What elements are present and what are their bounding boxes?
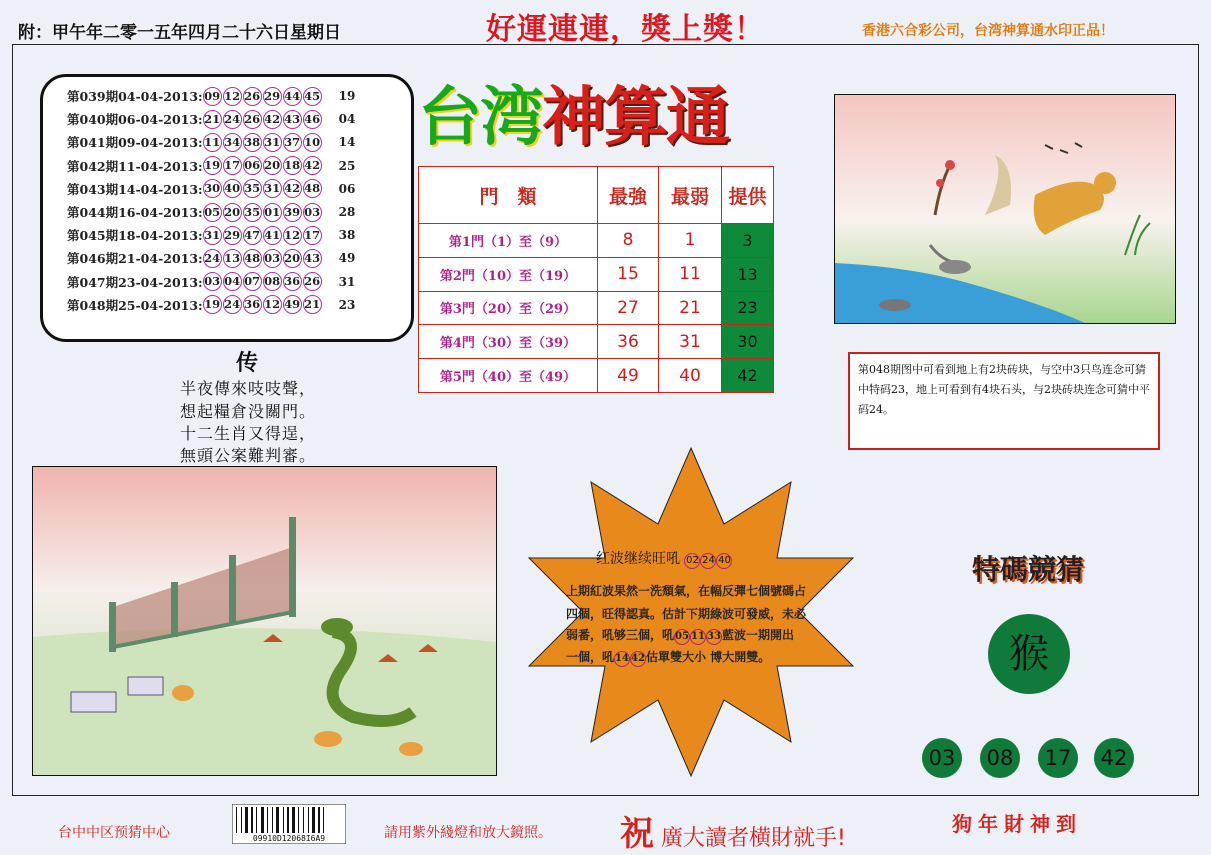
door-name: 第1門（1）至（9）: [419, 224, 598, 258]
number-ball: 47: [243, 226, 262, 245]
door-pick: 30: [722, 325, 774, 359]
number-ball: 20: [283, 249, 302, 268]
footer-year-slogan: 狗年財神到: [952, 812, 1082, 836]
number-ball: 18: [283, 156, 302, 175]
number-ball: 37: [283, 133, 302, 152]
star-text-part: 弱番，吼够三個，吼: [566, 628, 675, 642]
number-ball: 34: [223, 133, 242, 152]
number-ball: 48: [243, 249, 262, 268]
header-max: 最強: [598, 167, 659, 224]
number-ball: 43: [283, 110, 302, 129]
door-min: 31: [659, 325, 722, 359]
barcode: [232, 804, 346, 844]
number-ball: 04: [223, 272, 242, 291]
number-ball: 31: [263, 179, 282, 198]
poem-line: 想起糧倉没關門。: [180, 402, 317, 421]
number-ball: 02: [684, 553, 700, 569]
header-pick: 提供: [722, 167, 774, 224]
guess-title: 特碼競猜: [972, 553, 1085, 586]
poem-title: 传: [236, 350, 259, 376]
history-label: 第044期16-04-2013:: [67, 205, 203, 220]
pick-ball: 03: [922, 738, 962, 778]
star-title-text: 红波继续旺吼: [596, 551, 680, 567]
number-ball: 36: [283, 272, 302, 291]
history-label: 第040期06-04-2013:: [67, 112, 203, 128]
number-ball: 17: [303, 226, 322, 245]
number-ball: 42: [630, 651, 646, 667]
history-label: 第043期14-04-2013:: [67, 181, 203, 197]
table-row: [419, 224, 774, 258]
number-ball: 20: [223, 203, 242, 222]
number-ball: 24: [203, 249, 222, 268]
number-ball: 03: [303, 203, 322, 222]
door-pick: 42: [722, 359, 774, 393]
number-ball: 42: [303, 156, 322, 175]
star-text-line: 四個，旺得認真。估計下期綠波可發威，未必: [566, 607, 807, 621]
history-row: [67, 224, 355, 246]
number-ball: 06: [243, 156, 262, 175]
star-text-line: [566, 648, 770, 667]
door-table-header: [419, 167, 774, 224]
door-name: 第2門（10）至（19）: [419, 257, 598, 291]
number-ball: 29: [263, 87, 282, 106]
history-label: 第048期25-04-2013:: [67, 297, 203, 313]
number-ball: 26: [243, 110, 262, 129]
blessing-char: 祝: [620, 814, 654, 854]
special-number: 49: [338, 251, 356, 266]
number-ball: 31: [263, 133, 282, 152]
header-slogan: 好運連連，獎上獎！: [486, 12, 765, 47]
poem-line: 半夜傳來吱吱聲，: [180, 379, 317, 398]
number-ball: 49: [283, 295, 302, 314]
number-ball: 26: [303, 272, 322, 291]
hint-note: 第048期图中可看到地上有2块砖块，与空中3只鸟连念可猜中特码23，地上可看到有4块石头，与2块砖块连念可猜中平码24。: [848, 352, 1160, 450]
history-label: 第045期18-04-2013:: [67, 228, 203, 244]
number-ball: 17: [223, 156, 242, 175]
number-ball: 30: [203, 179, 222, 198]
door-min: 11: [659, 257, 722, 291]
history-label: 第039期04-04-2013:: [67, 89, 203, 104]
star-text-part: 估單雙大小 博大開雙。: [646, 650, 771, 664]
door-pick: 13: [722, 257, 774, 291]
header-company: 香港六合彩公司，台湾神算通水印正品！: [862, 23, 1114, 39]
history-label: 第046期21-04-2013:: [67, 251, 203, 267]
poem-line: 無頭公案難判審。: [180, 446, 317, 465]
number-ball: 46: [303, 110, 322, 129]
door-min: 1: [659, 224, 722, 258]
number-ball: 33: [706, 629, 722, 645]
number-ball: 19: [203, 156, 222, 175]
history-box: [40, 74, 414, 342]
star-text-line: 上期紅波果然一洗頹氣，在幅反彈七個號碼占: [566, 584, 807, 598]
logo-part1: 台湾: [418, 80, 542, 155]
number-ball: 08: [263, 272, 282, 291]
star-text-part: 一個，吼: [566, 650, 615, 664]
number-ball: 19: [203, 295, 222, 314]
number-ball: 20: [263, 156, 282, 175]
special-number: 06: [338, 181, 356, 196]
history-row: [67, 201, 355, 223]
number-ball: 31: [203, 226, 222, 245]
footer-blessing: [620, 806, 846, 855]
number-ball: 12: [283, 226, 302, 245]
history-row: [67, 155, 355, 177]
door-min: 21: [659, 291, 722, 325]
number-ball: 07: [243, 272, 262, 291]
number-ball: 21: [303, 295, 322, 314]
number-ball: 40: [716, 553, 732, 569]
history-row: [67, 247, 355, 269]
special-number: 23: [338, 297, 356, 312]
table-row: [419, 359, 774, 393]
history-row: [67, 131, 355, 153]
special-number: 19: [338, 89, 356, 103]
pick-ball: 42: [1094, 738, 1134, 778]
number-ball: 11: [203, 133, 222, 152]
number-ball: 26: [243, 87, 262, 106]
number-ball: 12: [263, 295, 282, 314]
number-ball: 09: [203, 87, 222, 106]
special-number: 25: [338, 158, 356, 173]
history-label: 第047期23-04-2013:: [67, 274, 203, 290]
number-ball: 05: [203, 203, 222, 222]
number-ball: 12: [223, 87, 242, 106]
star-text-line: [566, 626, 794, 645]
history-label: 第042期11-04-2013:: [67, 158, 203, 174]
footer-uv-note: 請用紫外綫燈和放大鏡照。: [384, 825, 552, 841]
number-ball: 43: [303, 249, 322, 268]
number-ball: 41: [263, 226, 282, 245]
special-number: 04: [338, 112, 356, 127]
barcode-number: 09910D12068I6A9: [252, 834, 326, 843]
number-ball: 03: [203, 272, 222, 291]
number-ball: 42: [263, 110, 282, 129]
header-category: 門 類: [419, 167, 598, 224]
number-ball: 05: [674, 629, 690, 645]
history-row: [67, 178, 355, 200]
number-ball: 36: [243, 295, 262, 314]
door-max: 8: [598, 224, 659, 258]
special-number: 31: [338, 274, 356, 289]
number-ball: 35: [243, 203, 262, 222]
special-number: 14: [338, 135, 356, 150]
door-max: 15: [598, 257, 659, 291]
number-ball: 03: [263, 249, 282, 268]
history-label: 第041期09-04-2013:: [67, 135, 203, 151]
footer-center-name: 台中中区预猜中心: [58, 825, 170, 841]
number-ball: 10: [303, 133, 322, 152]
pick-ball: 08: [980, 738, 1020, 778]
number-ball: 48: [303, 179, 322, 198]
history-row: [67, 271, 355, 293]
table-row: [419, 257, 774, 291]
door-name: 第3門（20）至（29）: [419, 291, 598, 325]
number-ball: 45: [303, 87, 322, 106]
zodiac-badge: 猴: [988, 614, 1070, 694]
number-ball: 29: [223, 226, 242, 245]
special-number: 28: [338, 205, 356, 219]
door-name: 第4門（30）至（39）: [419, 325, 598, 359]
table-row: [419, 291, 774, 325]
number-ball: 13: [223, 249, 242, 268]
door-name: 第5門（40）至（49）: [419, 359, 598, 393]
number-ball: 40: [223, 179, 242, 198]
logo-part2: 神算通: [542, 80, 728, 155]
number-ball: 11: [690, 629, 706, 645]
header-date: 附：甲午年二零一五年四月二十六日星期日: [18, 23, 341, 43]
history-row: [67, 85, 355, 107]
pick-ball: 17: [1038, 738, 1078, 778]
door-table: [418, 166, 774, 393]
table-row: [419, 325, 774, 359]
number-ball: 42: [283, 179, 302, 198]
door-pick: 23: [722, 291, 774, 325]
door-max: 27: [598, 291, 659, 325]
header-min: 最弱: [659, 167, 722, 224]
history-row: [67, 294, 355, 316]
number-ball: 44: [283, 87, 302, 106]
number-ball: 39: [283, 203, 302, 222]
snake-illustration: [32, 466, 497, 776]
number-ball: 38: [243, 133, 262, 152]
number-ball: 24: [223, 295, 242, 314]
door-max: 36: [598, 325, 659, 359]
number-ball: 35: [243, 179, 262, 198]
door-min: 40: [659, 359, 722, 393]
logo: [418, 66, 728, 158]
number-ball: 14: [614, 651, 630, 667]
special-number: 38: [338, 228, 356, 243]
door-pick: 3: [722, 224, 774, 258]
history-row: [67, 108, 355, 130]
cat-mouse-illustration: [834, 94, 1176, 324]
blessing-text: 廣大讀者横財就手!: [661, 826, 846, 851]
number-ball: 01: [263, 203, 282, 222]
number-ball: 24: [223, 110, 242, 129]
number-ball: 24: [700, 553, 716, 569]
number-ball: 21: [203, 110, 222, 129]
door-max: 49: [598, 359, 659, 393]
poem-line: 十二生肖又得逞，: [180, 424, 317, 443]
star-text-part: 藍波一期開出: [722, 628, 795, 642]
star-title: [596, 548, 732, 569]
